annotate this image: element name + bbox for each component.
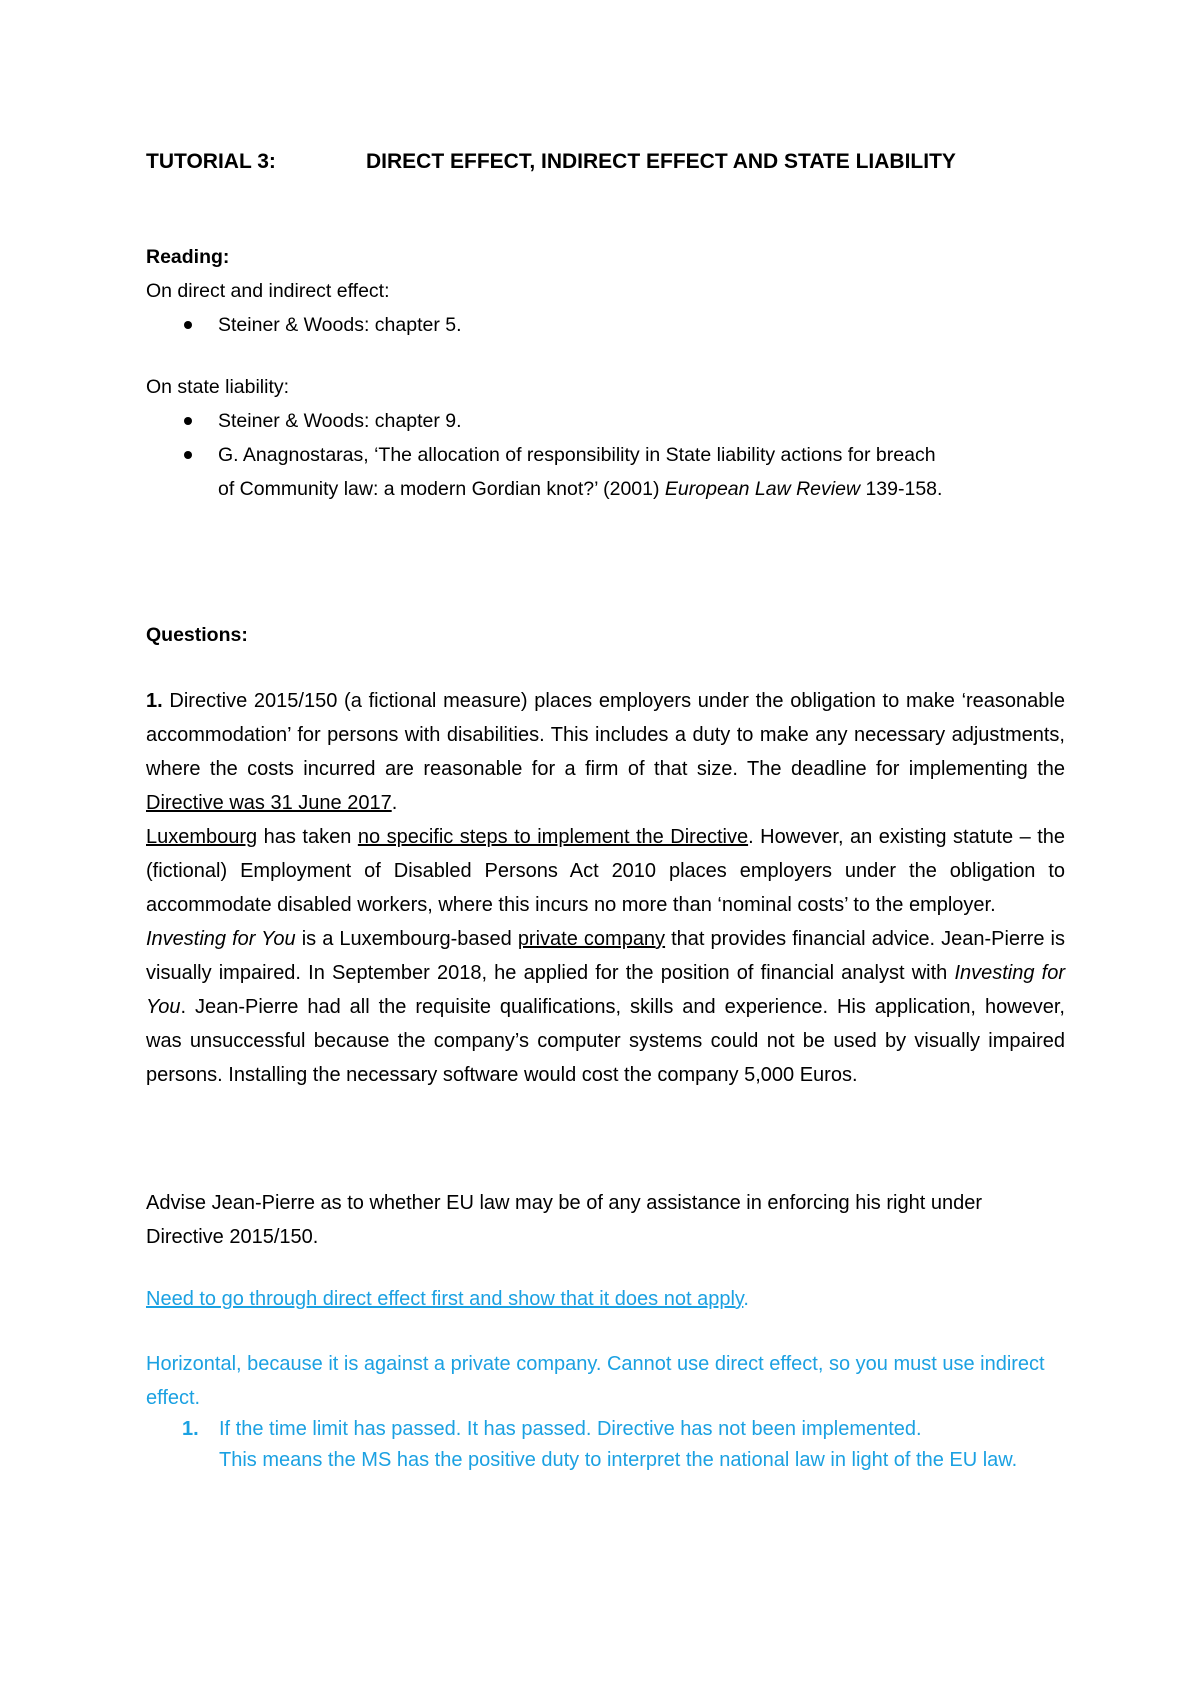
list-item: Steiner & Woods: chapter 5. xyxy=(146,308,1066,342)
question-1: 1. Directive 2015/150 (a fictional measure) places employers under the obligation to make ‘reasonable accommodation’ for persons with disabilities. This includes a duty to make any necessary adjustments, where the costs incurred are reasonable for a firm of that size. The deadline for implementing the Directive was 31 June 2017. Luxembourg has taken no specific steps to implement the Directive. However, an existing statute – the (fictional) Employment of Disabled Persons Act 2010 places employers under the obligation to accommodate disabled workers, where this incurs no more than ‘nominal costs’ to the employer. Investing for You is a Luxembourg-based private company that provides financial advice. Jean-Pierre is visually impaired. In September 2018, he applied for the position of financial analyst with Investing for You. Jean-Pierre had all the requisite qualifications, skills and experience. His application, however, was unsuccessful because the company’s computer systems could not be used by visually impaired persons. Installing the necessary software would cost the company 5,000 Euros. xyxy=(146,690,1065,1086)
advise-paragraph: Advise Jean-Pierre as to whether EU law may be of any assistance in enforcing his right under Directive 2015/150. xyxy=(146,1192,982,1248)
list-number: 1. xyxy=(182,1418,199,1440)
list-item: G. Anagnostaras, ‘The allocation of responsibility in State liability actions for breach of Community law: a modern Gordian knot?’ (2001) European Law Review 139-158. xyxy=(146,438,1066,506)
list-item: Steiner & Woods: chapter 9. xyxy=(146,404,1066,438)
note-list-item: 1. If the time limit has passed. It has passed. Directive has not been implemented. This means the MS has the positive duty to interpret the national law in light of the EU law. xyxy=(146,1414,1066,1476)
bullet-icon xyxy=(184,451,192,459)
page-title xyxy=(146,150,956,174)
tutorial-label: TUTORIAL 3: xyxy=(146,150,276,173)
bullet-icon xyxy=(184,417,192,425)
bullet-icon xyxy=(184,321,192,329)
note-direct-effect: Need to go through direct effect first and show that it does not apply. xyxy=(146,1288,749,1310)
note-horizontal: Horizontal, because it is against a private company. Cannot use direct effect, so you must use indirect effect. xyxy=(146,1353,1045,1409)
direct-reading-list xyxy=(146,308,1066,342)
state-liability-intro: On state liability: xyxy=(146,376,290,398)
direct-effect-intro: On direct and indirect effect: xyxy=(146,280,390,302)
journal-name: European Law Review xyxy=(664,478,861,500)
reading-heading: Reading: xyxy=(146,246,230,268)
tutorial-heading: DIRECT EFFECT, INDIRECT EFFECT AND STATE LIABILITY xyxy=(366,150,956,173)
question-number: 1. xyxy=(146,690,163,712)
questions-heading: Questions: xyxy=(146,624,248,646)
state-reading-list xyxy=(146,404,1066,506)
